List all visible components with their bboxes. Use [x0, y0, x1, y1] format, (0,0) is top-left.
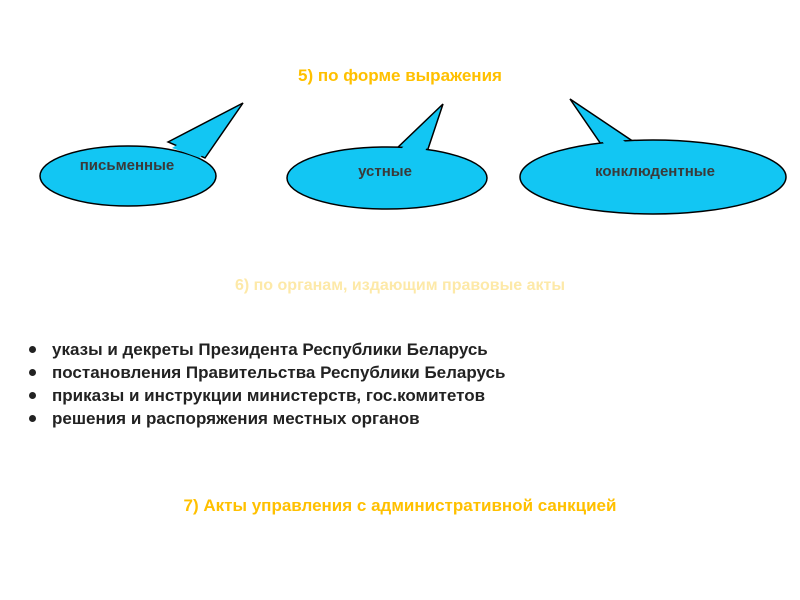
bubble-conclusive — [520, 99, 786, 214]
bullet-icon — [29, 415, 36, 422]
list-item — [26, 361, 505, 384]
bubble-label-conclusive: конклюдентные — [595, 163, 715, 180]
list-item — [26, 407, 505, 430]
bubble-label-oral: устные — [358, 163, 412, 180]
list-item-text: приказы и инструкции министерств, гос.комитетов — [52, 386, 486, 405]
bullet-icon — [29, 346, 36, 353]
acts-list — [26, 338, 505, 430]
bubble-written — [40, 103, 243, 206]
list-item-text: постановления Правительства Республики Беларусь — [52, 363, 506, 382]
list-item — [26, 384, 505, 407]
list-item-text: решения и распоряжения местных органов — [52, 409, 420, 428]
list-item-text: указы и декреты Президента Республики Беларусь — [52, 340, 488, 359]
list-item — [26, 338, 505, 361]
heading-admin-sanction: 7) Акты управления с административной санкцией — [183, 496, 617, 515]
bubble-oral — [287, 104, 487, 209]
bubble-label-written: письменные — [79, 157, 175, 174]
heading-by-bodies: 6) по органам, издающим правовые акты — [234, 277, 566, 294]
heading-by-form: 5) по форме выражения — [298, 66, 502, 85]
bullet-icon — [29, 392, 36, 399]
bullet-icon — [29, 369, 36, 376]
